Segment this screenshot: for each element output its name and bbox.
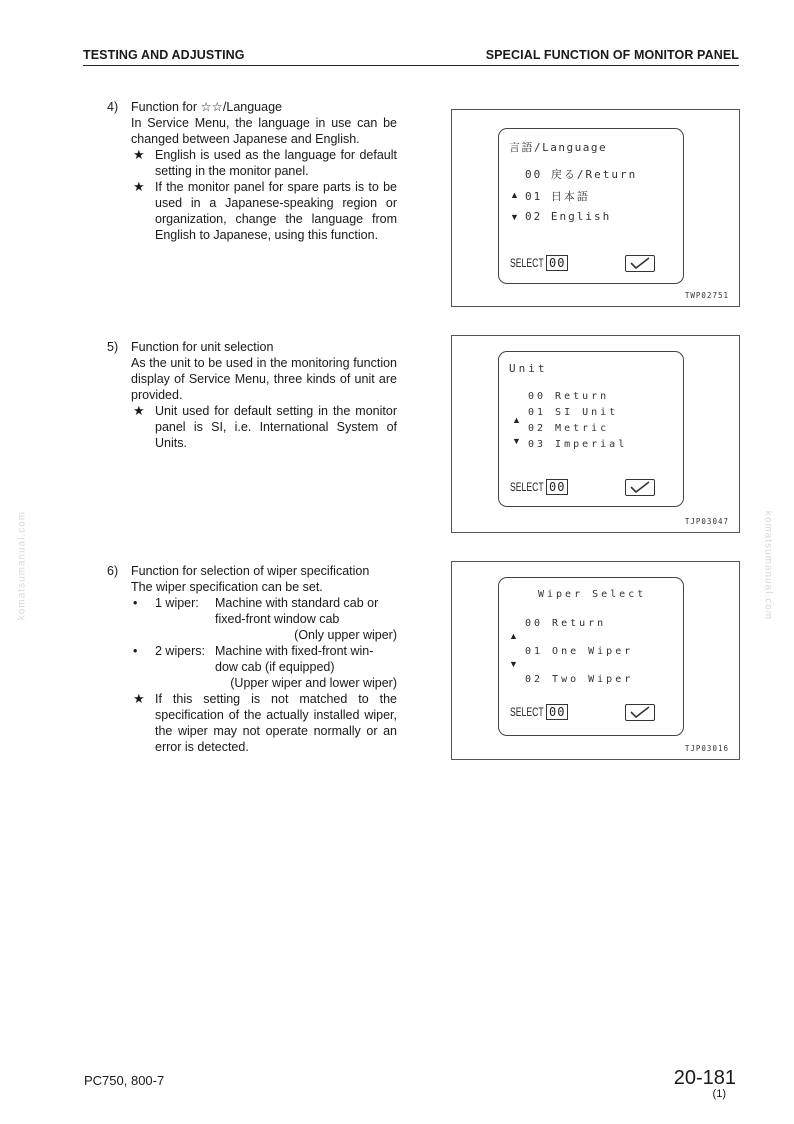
screen-title: Wiper Select <box>538 589 647 600</box>
arrow-up-icon: ▲ <box>510 190 519 200</box>
star-icon: ★ <box>133 179 145 194</box>
arrow-down-icon: ▼ <box>512 436 521 446</box>
select-value: 00 <box>546 255 568 271</box>
section-title: Function for selection of wiper specification <box>131 564 370 578</box>
star-icon: ★ <box>133 403 145 418</box>
wiper-option-label: 1 wiper: <box>155 596 199 610</box>
wiper-option-desc: Machine with fixed-front win- <box>215 644 374 658</box>
note-item <box>131 179 397 243</box>
section-number: 5) <box>107 340 119 354</box>
select-value: 00 <box>546 704 568 720</box>
confirm-check-icon <box>625 479 655 496</box>
figure-code: TWP02751 <box>684 291 729 300</box>
menu-item: 03 Imperial <box>528 439 628 450</box>
menu-item: 01 One Wiper <box>525 646 634 657</box>
note-item <box>131 403 397 451</box>
note-text: If the monitor panel for spare parts is to be used in a Japanese-speaking region or organization, change the language from English to Japanese, using this function. <box>155 180 397 242</box>
select-indicator <box>510 479 568 495</box>
figure-code: TJP03016 <box>684 744 729 753</box>
menu-item: 01 SI Unit <box>528 407 619 418</box>
section-number: 6) <box>107 564 119 578</box>
arrow-down-icon: ▼ <box>509 659 518 669</box>
monitor-screen <box>498 128 684 284</box>
section-body: As the unit to be used in the monitoring function display of Service Menu, three kinds of unit are provided. <box>131 356 397 402</box>
select-label: SELECT <box>510 480 544 494</box>
header-section-title: TESTING AND ADJUSTING <box>83 48 245 62</box>
header-chapter-title: SPECIAL FUNCTION OF MONITOR PANEL <box>485 48 739 62</box>
section-title: Function for unit selection <box>131 340 274 354</box>
section-number: 4) <box>107 100 119 114</box>
footer-revision: (1) <box>712 1088 726 1100</box>
section-title: Function for ☆☆/Language <box>131 100 282 114</box>
menu-item: 01 日本語 <box>525 190 590 203</box>
monitor-screen <box>498 577 684 736</box>
menu-item: 02 English <box>525 210 612 223</box>
section-body: In Service Menu, the language in use can be changed between Japanese and English. <box>131 116 397 146</box>
figure-wiper-screen <box>451 561 740 760</box>
note-text: English is used as the language for default setting in the monitor panel. <box>155 148 397 178</box>
page-header <box>83 47 739 66</box>
menu-item: 00 戻る/Return <box>525 168 638 181</box>
screen-title: Unit <box>509 362 548 375</box>
wiper-option-note: (Only upper wiper) <box>294 628 397 642</box>
arrow-up-icon: ▲ <box>509 631 518 641</box>
menu-item: 00 Return <box>528 391 610 402</box>
bullet-icon: • <box>133 644 138 658</box>
section-wiper <box>107 563 397 755</box>
select-indicator <box>510 255 568 271</box>
footer-page-number: 20-181 <box>673 1067 736 1089</box>
wiper-option <box>131 595 397 643</box>
wiper-option-note: (Upper wiper and lower wiper) <box>230 676 397 690</box>
figure-code: TJP03047 <box>684 517 729 526</box>
select-value: 00 <box>546 479 568 495</box>
screen-title: 言語/Language <box>509 141 608 154</box>
confirm-check-icon <box>625 255 655 272</box>
watermark-left: komatsumanual.com <box>16 510 28 621</box>
section-body: The wiper specification can be set. <box>131 580 323 594</box>
note-item <box>131 691 397 755</box>
section-language <box>107 99 397 243</box>
note-text: Unit used for default setting in the monitor panel is SI, i.e. International System of Units. <box>155 404 397 450</box>
note-text: If this setting is not matched to the specification of the actually installed wiper, the wiper may not operate normally or an error is detected. <box>155 692 397 754</box>
confirm-check-icon <box>625 704 655 721</box>
figure-unit-screen <box>451 335 740 533</box>
arrow-down-icon: ▼ <box>510 212 519 222</box>
menu-item: 02 Metric <box>528 423 610 434</box>
wiper-option-desc: dow cab (if equipped) <box>215 660 335 674</box>
arrow-up-icon: ▲ <box>512 415 521 425</box>
bullet-icon: • <box>133 596 138 610</box>
footer-model: PC750, 800-7 <box>84 1073 165 1088</box>
select-label: SELECT <box>510 705 544 719</box>
wiper-option-label: 2 wipers: <box>155 644 206 658</box>
wiper-option-desc: fixed-front window cab <box>215 612 340 626</box>
wiper-option <box>131 643 397 691</box>
section-unit <box>107 339 397 451</box>
note-item <box>131 147 397 179</box>
menu-item: 02 Two Wiper <box>525 674 634 685</box>
select-indicator <box>510 704 568 720</box>
select-label: SELECT <box>510 256 544 270</box>
menu-item: 00 Return <box>525 618 607 629</box>
wiper-option-desc: Machine with standard cab or <box>215 596 379 610</box>
watermark-right: komatsumanual.com <box>762 510 774 621</box>
star-icon: ★ <box>133 691 145 706</box>
monitor-screen <box>498 351 684 507</box>
star-icon: ★ <box>133 147 145 162</box>
figure-language-screen <box>451 109 740 307</box>
